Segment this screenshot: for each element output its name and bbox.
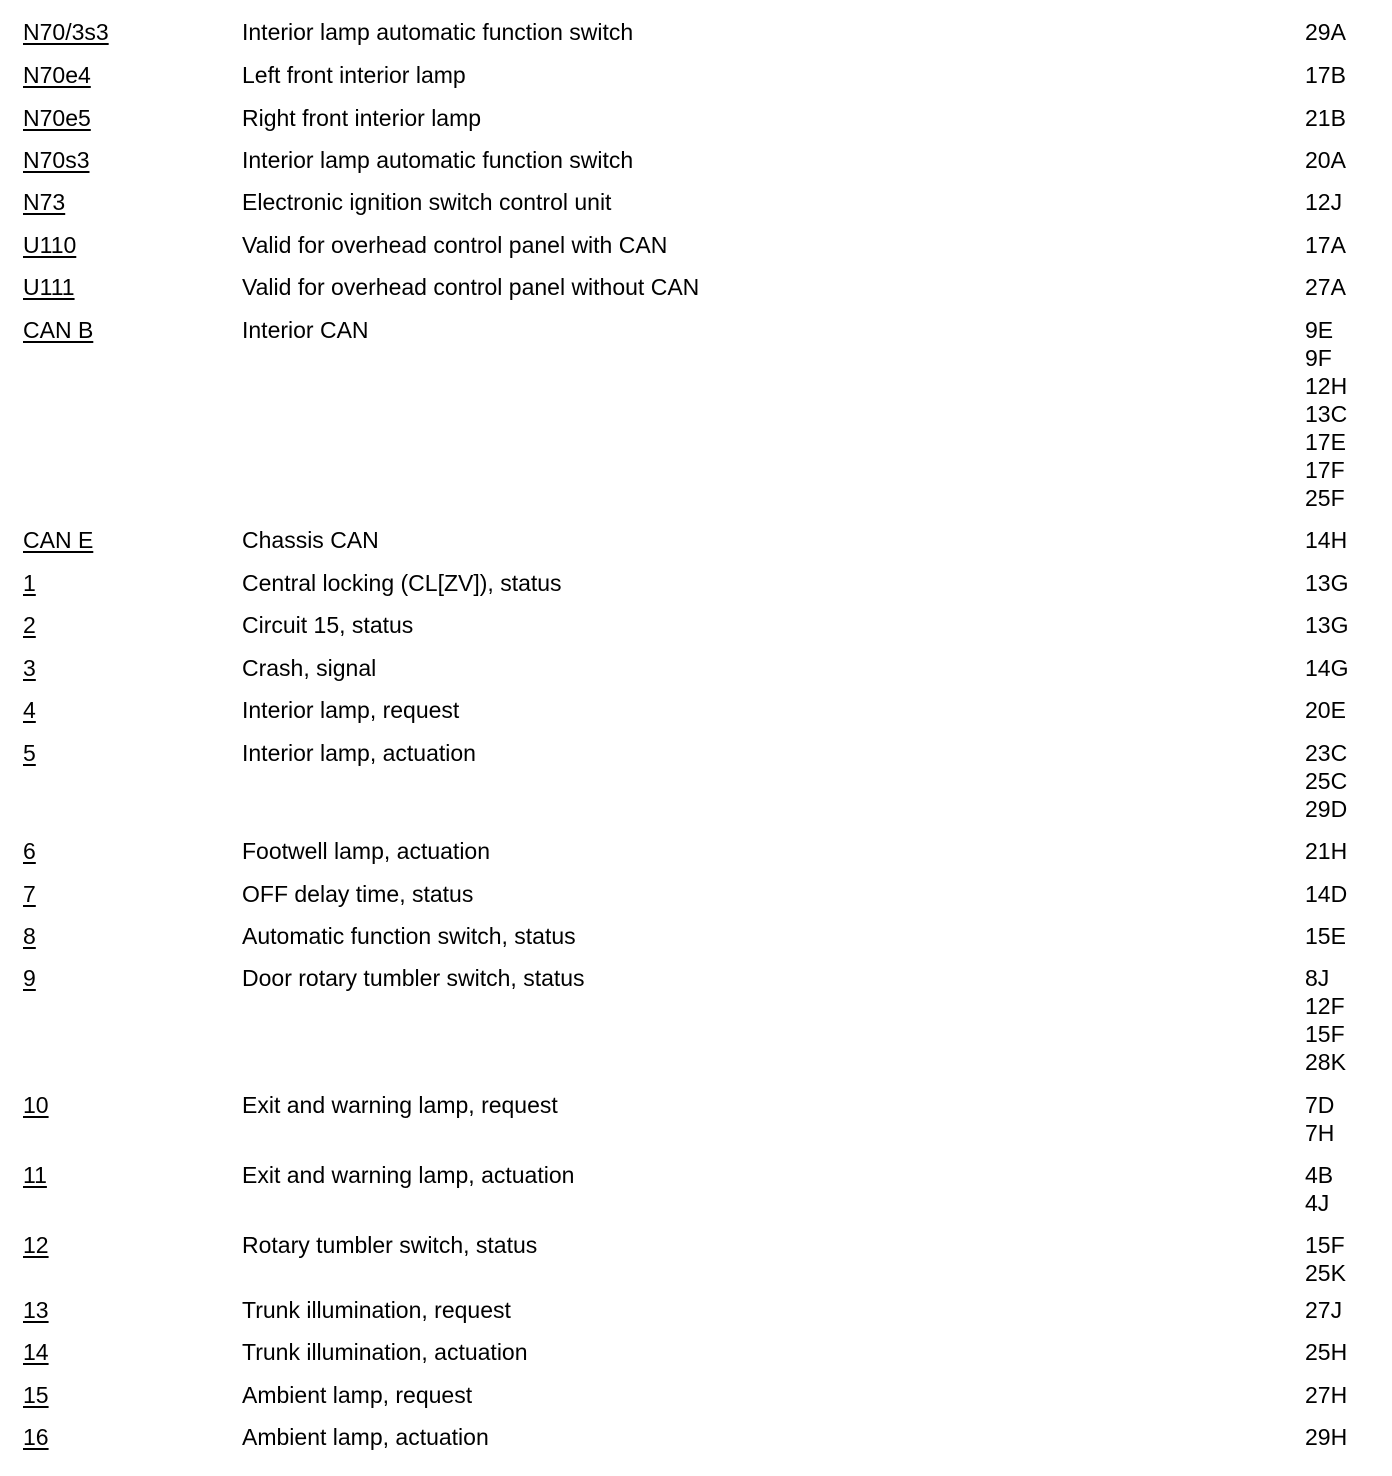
grid-references xyxy=(1305,104,1346,132)
signal-description: Exit and warning lamp, request xyxy=(242,1092,558,1118)
signal-number[interactable]: 8 xyxy=(23,923,36,949)
component-description: Interior CAN xyxy=(242,317,369,343)
grid-ref: 25C xyxy=(1305,768,1348,794)
grid-references xyxy=(1305,273,1346,301)
component-code[interactable]: U110 xyxy=(23,232,77,258)
grid-ref: 15F xyxy=(1305,1021,1345,1047)
grid-references xyxy=(1305,316,1347,512)
signal-number[interactable]: 10 xyxy=(23,1092,49,1118)
component-description: Chassis CAN xyxy=(242,527,379,553)
grid-references xyxy=(1305,654,1348,682)
grid-references xyxy=(1305,1381,1347,1409)
signal-description: Ambient lamp, actuation xyxy=(242,1424,489,1450)
component-code[interactable]: N70s3 xyxy=(23,147,90,173)
grid-ref: 29D xyxy=(1305,796,1348,822)
signal-description: Interior lamp, actuation xyxy=(242,740,476,766)
grid-ref: 8J xyxy=(1305,965,1330,991)
signal-number[interactable]: 7 xyxy=(23,881,36,907)
grid-ref: 13G xyxy=(1305,612,1349,638)
grid-ref: 4J xyxy=(1305,1190,1330,1216)
component-code[interactable]: N70e5 xyxy=(23,105,91,131)
grid-references xyxy=(1305,696,1346,724)
grid-references xyxy=(1305,1161,1333,1217)
signal-number[interactable]: 14 xyxy=(23,1339,49,1365)
signal-number[interactable]: 3 xyxy=(23,655,36,681)
grid-references xyxy=(1305,1423,1347,1451)
signal-description: Central locking (CL[ZV]), status xyxy=(242,570,562,596)
component-code[interactable]: N73 xyxy=(23,189,66,215)
grid-ref: 14D xyxy=(1305,881,1348,907)
grid-references xyxy=(1305,526,1347,554)
grid-ref: 7H xyxy=(1305,1120,1335,1146)
signal-description: Crash, signal xyxy=(242,655,377,681)
component-code[interactable]: CAN E xyxy=(23,527,94,553)
signal-number[interactable]: 15 xyxy=(23,1382,49,1408)
signal-description: Circuit 15, status xyxy=(242,612,414,638)
signal-description: Exit and warning lamp, actuation xyxy=(242,1162,575,1188)
grid-ref: 9F xyxy=(1305,345,1332,371)
signal-number[interactable]: 13 xyxy=(23,1297,49,1323)
grid-references xyxy=(1305,146,1346,174)
grid-ref: 27A xyxy=(1305,274,1346,300)
component-description: Electronic ignition switch control unit xyxy=(242,189,612,215)
signal-description: Rotary tumbler switch, status xyxy=(242,1232,538,1258)
grid-references xyxy=(1305,739,1347,823)
grid-ref: 12J xyxy=(1305,189,1343,215)
grid-ref: 13C xyxy=(1305,401,1348,427)
component-description: Interior lamp automatic function switch xyxy=(242,19,634,45)
grid-ref: 7D xyxy=(1305,1092,1335,1118)
grid-ref: 12H xyxy=(1305,373,1348,399)
grid-ref: 12F xyxy=(1305,993,1345,1019)
signal-number[interactable]: 6 xyxy=(23,838,36,864)
grid-ref: 21H xyxy=(1305,838,1348,864)
grid-references xyxy=(1305,1231,1346,1287)
signal-number[interactable]: 9 xyxy=(23,965,36,991)
signal-number[interactable]: 4 xyxy=(23,697,36,723)
signal-description: Interior lamp, request xyxy=(242,697,460,723)
grid-references xyxy=(1305,188,1342,216)
grid-ref: 20A xyxy=(1305,147,1346,173)
grid-ref: 17A xyxy=(1305,232,1346,258)
component-description: Valid for overhead control panel with CAN xyxy=(242,232,668,258)
grid-references xyxy=(1305,61,1346,89)
grid-ref: 17F xyxy=(1305,457,1345,483)
grid-references xyxy=(1305,1338,1347,1366)
grid-references xyxy=(1305,611,1348,639)
grid-ref: 13G xyxy=(1305,570,1349,596)
signal-number[interactable]: 2 xyxy=(23,612,36,638)
component-code[interactable]: CAN B xyxy=(23,317,94,343)
grid-references xyxy=(1305,1296,1342,1324)
signal-description: Trunk illumination, request xyxy=(242,1297,511,1323)
grid-ref: 14H xyxy=(1305,527,1348,553)
grid-ref: 14G xyxy=(1305,655,1349,681)
grid-ref: 15E xyxy=(1305,923,1346,949)
grid-ref: 15F xyxy=(1305,1232,1345,1258)
signal-number[interactable]: 12 xyxy=(23,1232,49,1258)
signal-description: Footwell lamp, actuation xyxy=(242,838,491,864)
signal-description: OFF delay time, status xyxy=(242,881,474,907)
grid-ref: 21B xyxy=(1305,105,1346,131)
component-code[interactable]: N70e4 xyxy=(23,62,91,88)
grid-references xyxy=(1305,1091,1334,1147)
grid-ref: 29H xyxy=(1305,1424,1348,1450)
component-description: Right front interior lamp xyxy=(242,105,482,131)
grid-ref: 17B xyxy=(1305,62,1346,88)
grid-ref: 25K xyxy=(1305,1260,1346,1286)
grid-ref: 25H xyxy=(1305,1339,1348,1365)
signal-description: Automatic function switch, status xyxy=(242,923,576,949)
grid-references xyxy=(1305,837,1347,865)
component-code[interactable]: U111 xyxy=(23,274,75,300)
grid-ref: 23C xyxy=(1305,740,1348,766)
grid-references xyxy=(1305,964,1346,1076)
signal-number[interactable]: 11 xyxy=(23,1162,47,1188)
signal-number[interactable]: 1 xyxy=(23,570,36,596)
grid-references xyxy=(1305,231,1346,259)
grid-ref: 27J xyxy=(1305,1297,1343,1323)
grid-ref: 20E xyxy=(1305,697,1346,723)
component-description: Valid for overhead control panel without CAN xyxy=(242,274,700,300)
signal-description: Trunk illumination, actuation xyxy=(242,1339,528,1365)
grid-ref: 28K xyxy=(1305,1049,1346,1075)
grid-ref: 4B xyxy=(1305,1162,1334,1188)
signal-description: Ambient lamp, request xyxy=(242,1382,473,1408)
grid-ref: 29A xyxy=(1305,19,1346,45)
signal-number[interactable]: 16 xyxy=(23,1424,49,1450)
grid-ref: 27H xyxy=(1305,1382,1348,1408)
signal-description: Door rotary tumbler switch, status xyxy=(242,965,585,991)
grid-references xyxy=(1305,18,1346,46)
grid-references xyxy=(1305,569,1348,597)
grid-ref: 17E xyxy=(1305,429,1346,455)
component-description: Interior lamp automatic function switch xyxy=(242,147,634,173)
grid-ref: 25F xyxy=(1305,485,1345,511)
signal-number[interactable]: 5 xyxy=(23,740,36,766)
grid-references xyxy=(1305,880,1347,908)
grid-references xyxy=(1305,922,1346,950)
grid-ref: 9E xyxy=(1305,317,1334,343)
component-code[interactable]: N70/3s3 xyxy=(23,19,109,45)
component-description: Left front interior lamp xyxy=(242,62,466,88)
